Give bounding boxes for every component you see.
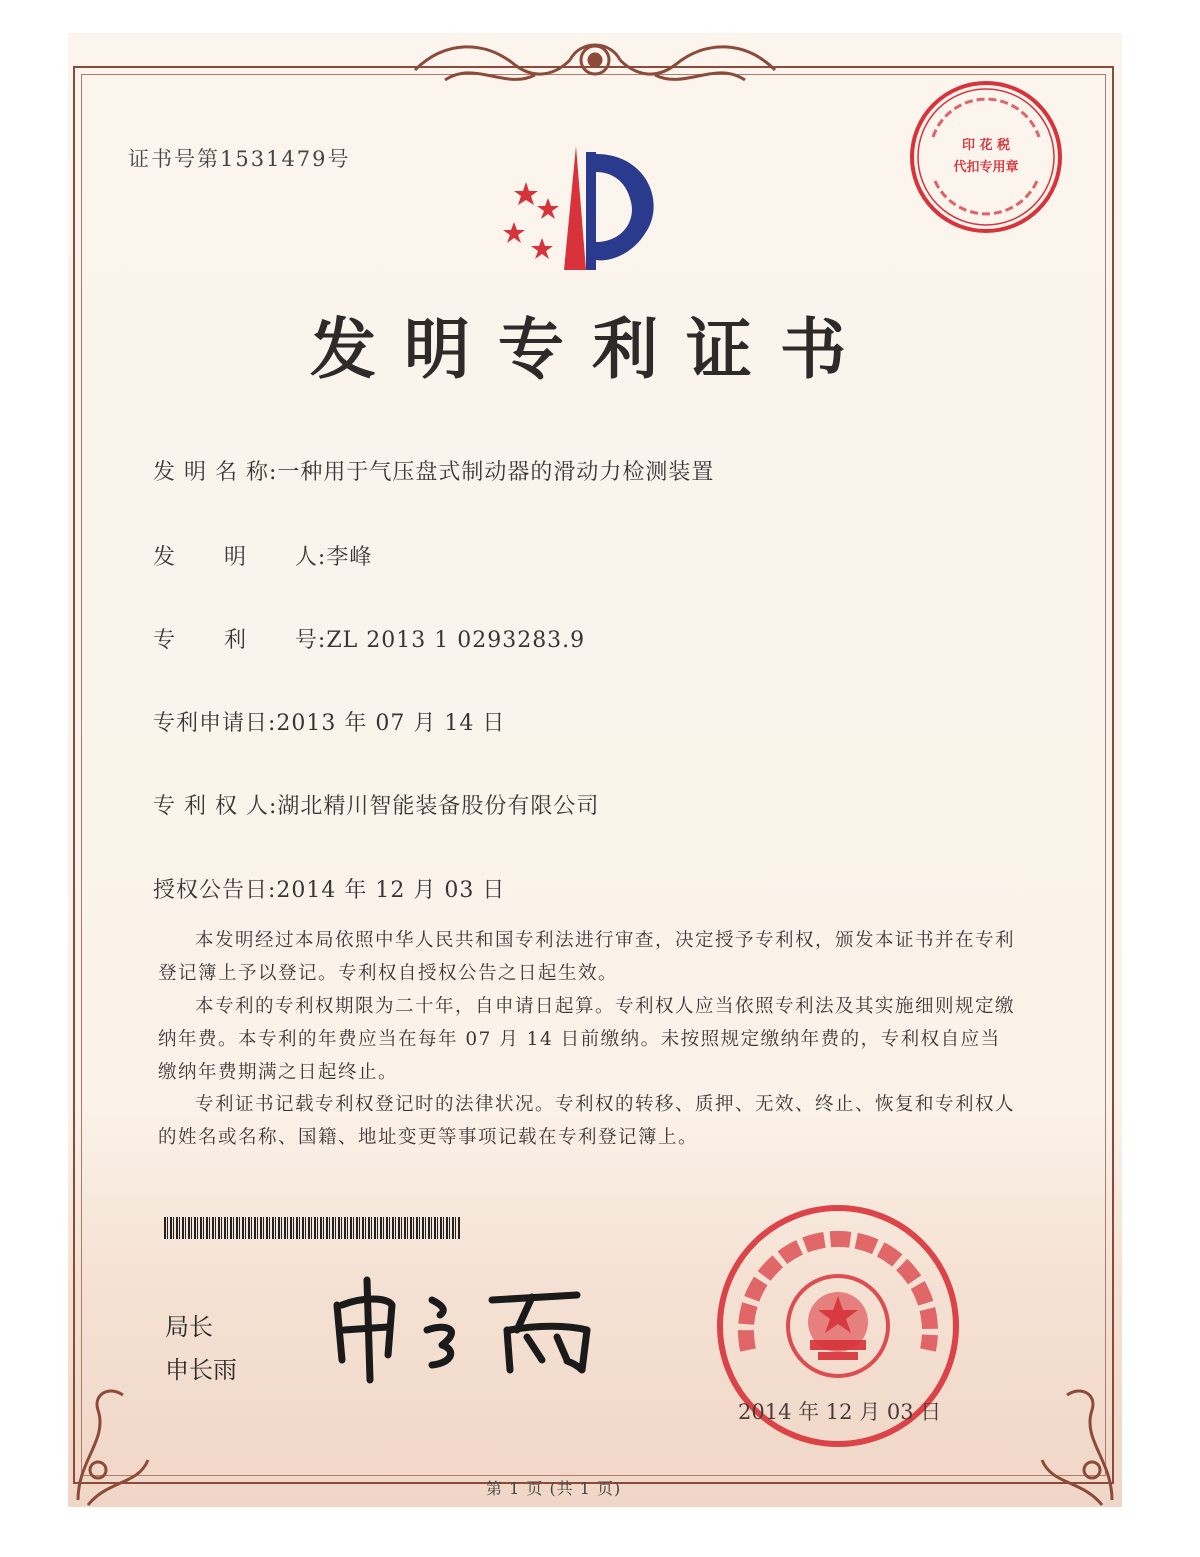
bottom-left-ornament-icon — [68, 1370, 158, 1510]
barcode — [164, 1217, 460, 1239]
seal-date: 2014 年 12 月 03 日 — [738, 1400, 942, 1424]
grant-date-field — [153, 873, 505, 904]
field-value: 2013 年 07 月 14 日 — [276, 711, 506, 736]
legal-paragraph: 专利证书记载专利权登记时的法律状况。专利权的转移、质押、无效、终止、恢复和专利权人的姓名或名称、国籍、地址变更等事项记载在专利登记簿上。 — [158, 1094, 1016, 1148]
patent-office-emblem-icon — [496, 142, 676, 282]
patentee-field — [153, 789, 599, 820]
field-label: 专利申请日: — [153, 711, 277, 736]
certificate-title: 发明专利证书 — [310, 310, 874, 388]
patent-number-field — [153, 623, 585, 654]
page-number: 第 1 页 (共 1 页) — [486, 1479, 622, 1498]
director-signature-icon — [322, 1275, 622, 1385]
inventor-field — [153, 540, 372, 571]
svg-text:印 花 税: 印 花 税 — [961, 138, 1011, 153]
field-value: 2014 年 12 月 03 日 — [276, 878, 506, 903]
field-label: 授权公告日: — [153, 878, 277, 903]
field-value: ZL 2013 1 0293283.9 — [326, 628, 586, 653]
legal-paragraph: 本发明经过本局依照中华人民共和国专利法进行审查，决定授予专利权，颁发本证书并在专利登记簿上予以登记。专利权自授权公告之日起生效。 — [158, 930, 1016, 984]
application-date-field — [153, 706, 505, 737]
field-label: 发 明 名 称: — [153, 460, 278, 485]
tax-stamp-seal-icon — [905, 77, 1067, 237]
field-label: 专 利 权 人: — [153, 794, 278, 819]
bottom-right-ornament-icon — [1032, 1370, 1122, 1510]
field-label: 发 明 人: — [153, 545, 327, 570]
director-name: 申长雨 — [165, 1356, 237, 1384]
legal-paragraph: 本专利的专利权期限为二十年，自申请日起算。专利权人应当依照专利法及其实施细则规定缴纳年费。本专利的年费应当在每年 07 月 14 日前缴纳。未按照规定缴纳年费的，专利权自应当缴纳年费期满之日起终止。 — [158, 996, 1016, 1083]
svg-text:代扣专用章: 代扣专用章 — [953, 160, 1019, 175]
field-value: 湖北精川智能装备股份有限公司 — [277, 794, 600, 819]
invention-name-field — [153, 455, 714, 486]
field-value: 李峰 — [326, 545, 373, 570]
field-label: 专 利 号: — [153, 628, 327, 653]
director-title: 局长 — [165, 1313, 213, 1341]
top-ornament-icon — [405, 30, 785, 100]
certificate-number: 证书号第1531479号 — [128, 147, 351, 171]
field-value: 一种用于气压盘式制动器的滑动力检测装置 — [277, 460, 715, 485]
